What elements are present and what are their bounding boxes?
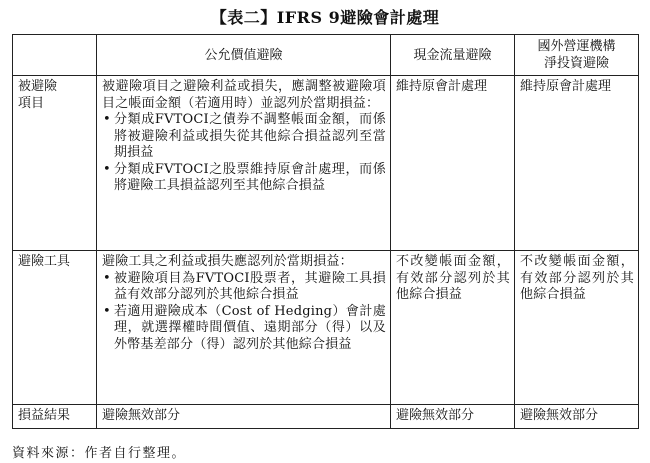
header-row (13, 35, 639, 76)
cell-hedged-item-fair-value (97, 76, 391, 251)
header-cash-flow-hedge: 現金流量避險 (391, 35, 515, 76)
cell-hedging-instrument-net-investment: 不改變帳面金額，有效部分認列於其他綜合損益 (515, 251, 639, 405)
hedging-instrument-bullet-list (102, 271, 386, 354)
table-row-hedging-instrument (13, 251, 639, 405)
list-item: • 分類成FVTOCI之股票維持原會計處理，而係將避險工具損益認列至其他綜合損益 (102, 162, 386, 195)
list-item: • 分類成FVTOCI之債券不調整帳面金額，而係將被避險利益或損失從其他綜合損益認列至當期損益 (102, 112, 386, 162)
hedging-instrument-intro-text: 避險工具之利益或損失應認列於當期損益： (102, 254, 353, 269)
header-net-investment-line2: 淨投資避險 (543, 56, 609, 71)
hedge-accounting-table (12, 34, 639, 429)
header-empty-cell (13, 35, 97, 76)
hedged-item-bullet-list (102, 112, 386, 195)
header-fair-value-hedge: 公允價值避險 (97, 35, 391, 76)
row-label-hedged-item (13, 76, 97, 251)
row-label-hedging-instrument: 避險工具 (13, 251, 97, 405)
cell-hedged-item-net-investment: 維持原會計處理 (515, 76, 639, 251)
cell-hedging-instrument-fair-value (97, 251, 391, 405)
cell-hedged-item-cash-flow: 維持原會計處理 (391, 76, 515, 251)
row-label-pnl-result: 損益結果 (13, 405, 97, 429)
list-item: • 若適用避險成本（Cost of Hedging）會計處理，就選擇權時間價值、遠期部分（得）以及外幣基差部分（得）認列於其他綜合損益 (102, 304, 386, 354)
table-row-pnl-result (13, 405, 639, 429)
cell-pnl-result-fair-value: 避險無效部分 (97, 405, 391, 429)
cell-hedging-instrument-cash-flow: 不改變帳面金額，有效部分認列於其他綜合損益 (391, 251, 515, 405)
row-label-hedged-item-line2: 項目 (18, 95, 45, 111)
row-label-hedged-item-line1: 被避險 (18, 79, 58, 94)
cell-pnl-result-net-investment: 避險無效部分 (515, 405, 639, 429)
header-net-investment-hedge (515, 35, 639, 76)
list-item: • 被避險項目為FVTOCI股票者，其避險工具損益有效部分認列於其他綜合損益 (102, 271, 386, 304)
table-row-hedged-item (13, 76, 639, 251)
header-net-investment-line1: 國外營運機構 (537, 39, 616, 54)
hedged-item-intro-text: 被避險項目之避險利益或損失，應調整被避險項目之帳面金額（若適用時）並認列於當期損益： (102, 79, 386, 111)
source-note: 資料來源：作者自行整理。 (12, 446, 187, 461)
cell-pnl-result-cash-flow: 避險無效部分 (391, 405, 515, 429)
table-title: 【表二】IFRS 9避險會計處理 (210, 8, 440, 27)
